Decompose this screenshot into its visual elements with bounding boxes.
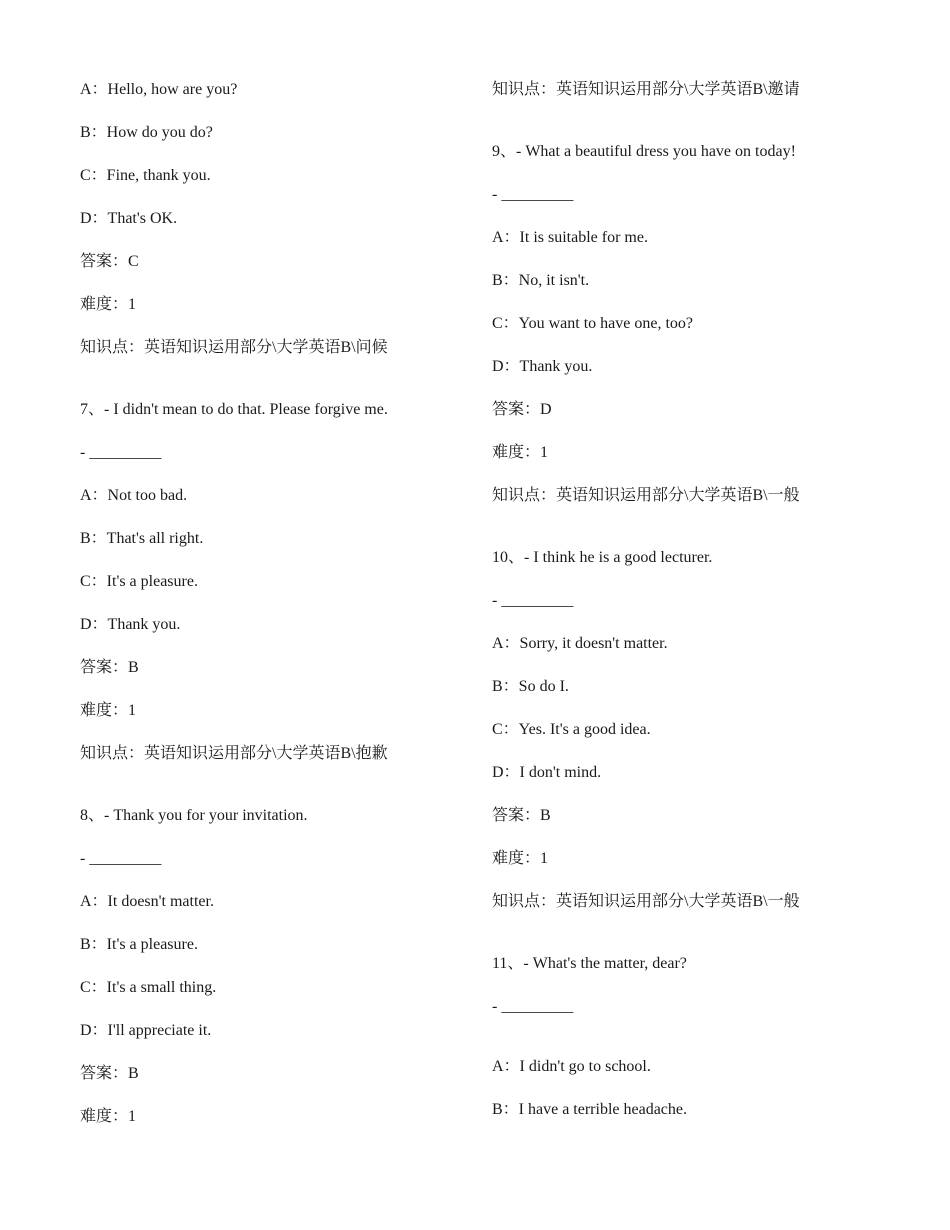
question-text: 9、- What a beautiful dress you have on today! [492, 143, 796, 160]
answer: 答案：D [492, 401, 552, 418]
option-b: B：How do you do? [80, 124, 213, 141]
option-c: C：Fine, thank you. [80, 167, 211, 184]
option-b: B：It's a pleasure. [80, 936, 198, 953]
option-b: B：That's all right. [80, 530, 204, 547]
option-a: A：Not too bad. [80, 487, 188, 504]
option-c: C：You want to have one, too? [492, 315, 694, 332]
question-7 [80, 398, 460, 785]
answer-blank: - _________ [80, 850, 162, 867]
option-d: D：I don't mind. [492, 764, 602, 781]
knowledge-point: 知识点：英语知识运用部分\大学英语B\一般 [492, 893, 800, 910]
knowledge-point: 知识点：英语知识运用部分\大学英语B\问候 [80, 339, 388, 356]
answer: 答案：B [80, 659, 139, 676]
question-text: 7、- I didn't mean to do that. Please forgive me. [80, 401, 388, 418]
question-9 [492, 140, 892, 527]
question-6 [80, 78, 460, 379]
option-d: D：Thank you. [80, 616, 181, 633]
answer: 答案：C [80, 253, 139, 270]
difficulty: 难度：1 [80, 1108, 137, 1125]
option-a: A：Sorry, it doesn't matter. [492, 635, 668, 652]
right-column [492, 78, 892, 1141]
left-column [80, 78, 460, 1148]
question-11 [492, 952, 892, 1141]
difficulty: 难度：1 [492, 444, 549, 461]
question-text: 11、- What's the matter, dear? [492, 955, 687, 972]
answer: 答案：B [80, 1065, 139, 1082]
question-8 [80, 804, 460, 1148]
answer-blank: - _________ [80, 444, 162, 461]
option-a: A：It doesn't matter. [80, 893, 214, 910]
answer-blank: - _________ [492, 592, 574, 609]
knowledge-point: 知识点：英语知识运用部分\大学英语B\一般 [492, 487, 800, 504]
option-d: D：Thank you. [492, 358, 593, 375]
option-b: B：So do I. [492, 678, 569, 695]
option-c: C：Yes. It's a good idea. [492, 721, 651, 738]
question-10 [492, 546, 892, 933]
option-d: D：I'll appreciate it. [80, 1022, 212, 1039]
option-b: B：No, it isn't. [492, 272, 590, 289]
option-a: A：Hello, how are you? [80, 81, 238, 98]
question-text: 8、- Thank you for your invitation. [80, 807, 308, 824]
answer: 答案：B [492, 807, 551, 824]
question-text: 10、- I think he is a good lecturer. [492, 549, 713, 566]
knowledge-point: 知识点：英语知识运用部分\大学英语B\邀请 [492, 81, 800, 98]
option-b: B：I have a terrible headache. [492, 1101, 688, 1118]
option-c: C：It's a pleasure. [80, 573, 198, 590]
answer-blank: - _________ [492, 998, 574, 1015]
option-d: D：That's OK. [80, 210, 178, 227]
difficulty: 难度：1 [80, 296, 137, 313]
knowledge-point: 知识点：英语知识运用部分\大学英语B\抱歉 [80, 745, 388, 762]
option-c: C：It's a small thing. [80, 979, 217, 996]
option-a: A：It is suitable for me. [492, 229, 648, 246]
difficulty: 难度：1 [492, 850, 549, 867]
option-a: A：I didn't go to school. [492, 1058, 651, 1075]
answer-blank: - _________ [492, 186, 574, 203]
difficulty: 难度：1 [80, 702, 137, 719]
